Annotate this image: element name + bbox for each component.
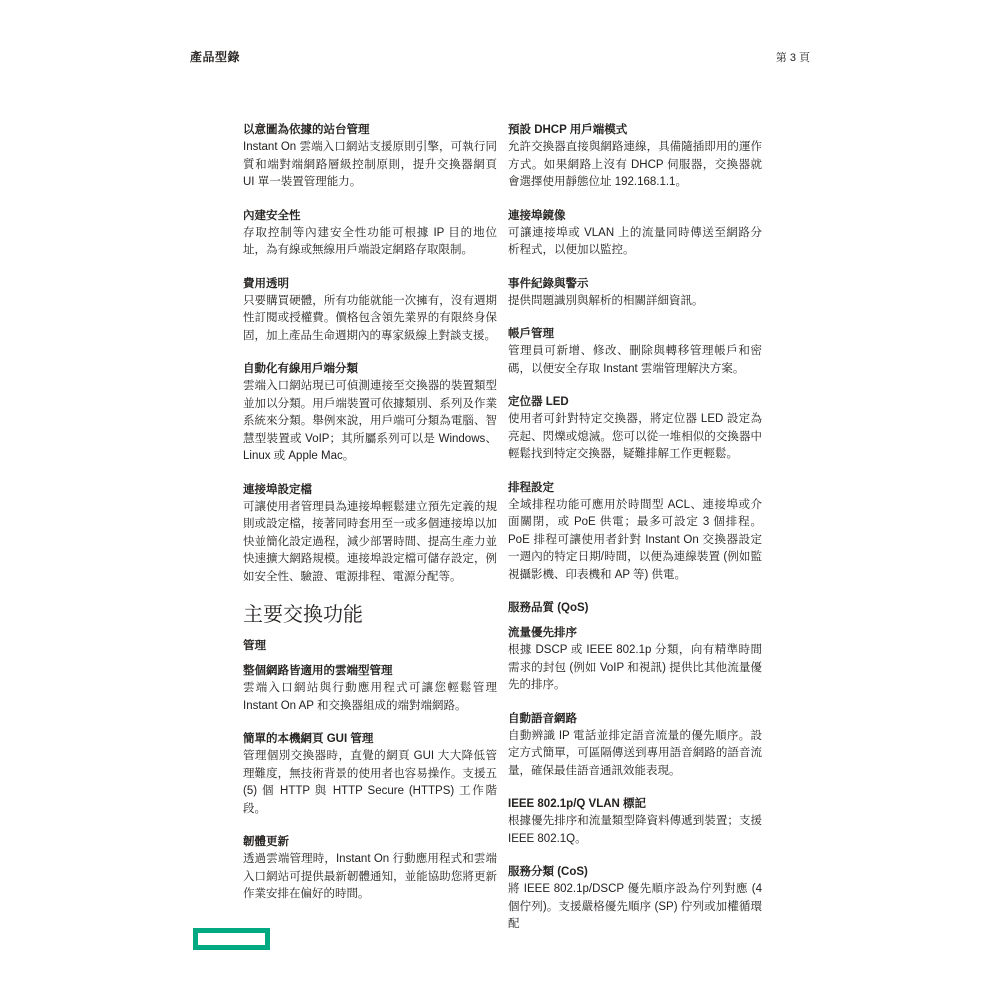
feature-heading: 事件紀錄與警示 — [508, 277, 589, 290]
feature-heading: 服務分類 (CoS) — [508, 866, 588, 878]
feature-body: Instant On 雲端入口網站支援原則引擎，可執行同質和端對端網路層級控制原則，提升交換器網頁 UI 單一裝置管理能力。 — [243, 141, 497, 188]
feature-body: 根據 DSCP 或 IEEE 802.1p 分類，向有精準時間需求的封包 (例如 VoIP 和視訊) 提供比其他流量優先的排序。 — [508, 644, 762, 691]
feature-heading: 流量優先排序 — [508, 627, 577, 639]
feature-body: 可讓使用者管理員為連接埠輕鬆建立預先定義的規則或設定檔，接著同時套用至一或多個連接埠以加快並簡化設定過程，減少部署時間、提高生產力並快速擴大網路規模。連接埠設定檔可儲存設定，例如安全性、驗證、電源排程、電源分配等。 — [243, 500, 497, 583]
feature-section — [508, 711, 762, 781]
feature-heading: 整個網路皆適用的雲端型管理 — [243, 665, 393, 677]
main-section-title: 主要交換功能 — [243, 604, 363, 626]
feature-body: 可讓連接埠或 VLAN 上的流量同時傳送至網路分析程式，以便加以監控。 — [508, 226, 762, 256]
feature-body: 透過雲端管理時，Instant On 行動應用程式和雲端入口網站可提供最新韌體通知，並能協助您將更新作業安排在偏好的時間。 — [243, 853, 497, 900]
document-title: 產品型錄 — [190, 50, 241, 64]
feature-body: 使用者可針對特定交換器，將定位器 LED 設定為亮起、閃爍或熄滅。您可以從一堆相似的交換器中輕鬆找到特定交換器，疑難排解工作更輕鬆。 — [508, 413, 762, 460]
feature-heading: 定位器 LED — [508, 396, 569, 408]
feature-section — [508, 276, 762, 311]
feature-section — [508, 208, 762, 260]
feature-section — [508, 864, 762, 934]
feature-heading: 自動化有線用戶端分類 — [243, 363, 358, 375]
feature-body: 將 IEEE 802.1p/DSCP 優先順序設為佇列對應 (4 個佇列)。支援嚴格優先順序 (SP) 佇列或加權循環配 — [508, 883, 762, 930]
feature-section — [508, 326, 762, 378]
page-number: 第 3 頁 — [775, 52, 810, 64]
feature-body: 允許交換器直接與網路連線，具備隨插即用的運作方式。如果網路上沒有 DHCP 伺服器，交換器就會選擇使用靜態位址 192.168.1.1。 — [508, 141, 762, 188]
feature-heading: 內建安全性 — [243, 209, 301, 222]
feature-body: 雲端入口網站現已可偵測連接至交換器的裝置類型並加以分類。用戶端裝置可依據類別、系列及作業系統來分類。舉例來說，用戶端可分類為電腦、智慧型裝置或 VoIP；其所屬系列可以是 Windows、Linux 或 Apple Mac。 — [243, 380, 497, 462]
feature-section — [508, 625, 762, 695]
feature-section — [508, 796, 762, 848]
feature-heading: 帳戶管理 — [508, 328, 554, 340]
feature-heading: 簡單的本機網頁 GUI 管理 — [243, 733, 374, 745]
feature-heading: 排程設定 — [508, 481, 554, 494]
feature-section — [508, 480, 762, 585]
feature-body: 全域排程功能可應用於時間型 ACL、連接埠或介面關閉，或 PoE 供電；最多可設定 3 個排程。PoE 排程可讓使用者針對 Instant On 交換器設定一週內的特定日期/時間，以便為連線裝置 (例如監視攝影機、印表機和 AP 等) 供電。 — [508, 498, 762, 581]
feature-heading: IEEE 802.1p/Q VLAN 標記 — [508, 798, 647, 810]
hpe-logo-icon — [193, 928, 270, 950]
content-columns — [243, 122, 763, 950]
feature-section — [508, 394, 762, 464]
column-right — [508, 122, 762, 950]
feature-body: 自動辨識 IP 電話並排定語音流量的優先順序。設定方式簡單，可區隔傳送到專用語音網路的語音流量，確保最佳語音通訊效能表現。 — [508, 729, 762, 777]
page-header — [190, 48, 810, 65]
feature-body: 存取控制等內建安全性功能可根據 IP 目的地位址，為有線或無線用戶端設定網路存取限制。 — [243, 226, 497, 256]
feature-body: 管理員可新增、修改、刪除與轉移管理帳戶和密碼，以便安全存取 Instant 雲端管理解決方案。 — [508, 345, 762, 375]
feature-body: 根據優先排序和流量類型降資料傳遞到裝置；支援 IEEE 802.1Q。 — [508, 815, 762, 845]
column-left — [243, 122, 497, 950]
feature-heading: 自動語音網路 — [508, 712, 577, 725]
feature-heading: 連接埠設定檔 — [243, 483, 312, 496]
category-subheading: 管理 — [243, 640, 266, 652]
feature-heading: 以意圖為依據的站台管理 — [243, 124, 370, 136]
feature-heading: 韌體更新 — [243, 836, 289, 848]
feature-body: 提供問題識別與解析的相關詳細資訊。 — [508, 294, 704, 307]
feature-section — [243, 361, 497, 466]
feature-section — [243, 276, 497, 346]
category-subheading: 服務品質 (QoS) — [508, 602, 589, 614]
feature-body: 雲端入口網站與行動應用程式可讓您輕鬆管理 Instant On AP 和交換器組成的端對端網路。 — [243, 682, 497, 712]
feature-section — [243, 482, 497, 587]
feature-heading: 連接埠鏡像 — [508, 209, 566, 222]
feature-section — [243, 208, 497, 260]
feature-body: 管理個別交換器時，直覺的網頁 GUI 大大降低管理難度，無技術背景的使用者也容易操作。支援五 (5) 個 HTTP 與 HTTP Secure (HTTPS) 工作階段。 — [243, 750, 497, 815]
feature-body: 只要購買硬體，所有功能就能一次擁有，沒有週期性訂閱或授權費。價格包含領先業界的有限終身保固，加上產品生命週期內的專家級線上對談支援。 — [243, 294, 497, 342]
feature-section — [243, 731, 497, 818]
feature-section — [243, 834, 497, 904]
feature-section — [508, 122, 762, 192]
feature-heading: 費用透明 — [243, 277, 289, 290]
feature-heading: 預設 DHCP 用戶端模式 — [508, 124, 628, 136]
feature-section — [243, 663, 497, 715]
feature-section — [243, 122, 497, 192]
